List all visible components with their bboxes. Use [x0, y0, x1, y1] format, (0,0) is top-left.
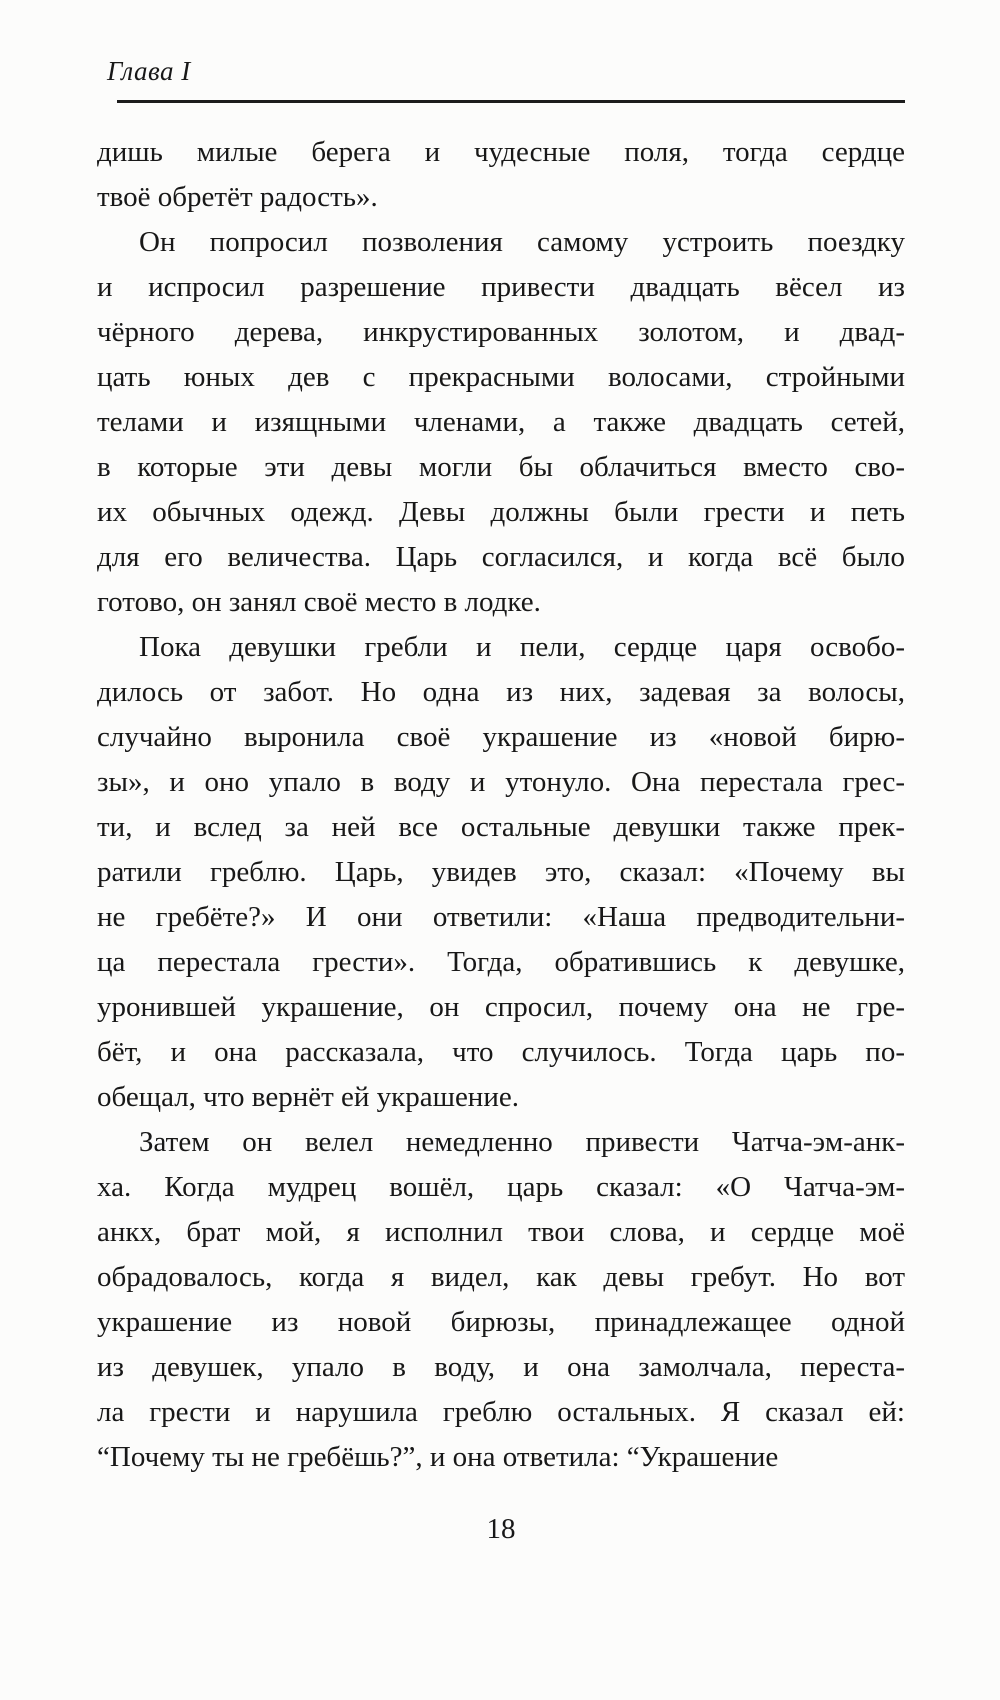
text-line: чёрного дерева, инкрустированных золотом, и двад- — [97, 316, 905, 348]
text-line: для его величества. Царь согласился, и когда всё было — [97, 541, 905, 573]
text-line: ха. Когда мудрец вошёл, царь сказал: «О Чатча-эм- — [97, 1171, 905, 1203]
text-line: случайно выронила своё украшение из «новой бирю- — [97, 721, 905, 753]
text-line: в которые эти девы могли бы облачиться вместо сво- — [97, 451, 905, 483]
paragraph — [97, 130, 905, 220]
text-line: украшение из новой бирюзы, принадлежащее одной — [97, 1306, 905, 1338]
text-line: дилось от забот. Но одна из них, задевая за волосы, — [97, 676, 905, 708]
text-line: и испросил разрешение привести двадцать вёсел из — [97, 271, 905, 303]
text-line: Он попросил позволения самому устроить поездку — [139, 226, 905, 258]
text-line: зы», и оно упало в воду и утонуло. Она перестала грес- — [97, 766, 905, 798]
header-rule — [117, 100, 905, 103]
page-text — [97, 130, 905, 1480]
paragraph — [97, 1120, 905, 1480]
text-line: обрадовалось, когда я видел, как девы гребут. Но вот — [97, 1261, 905, 1293]
paragraph — [97, 220, 905, 625]
text-line: ла грести и нарушила греблю остальных. Я сказал ей: — [97, 1396, 905, 1428]
text-line: из девушек, упало в воду, и она замолчала, переста- — [97, 1351, 905, 1383]
text-line: готово, он занял своё место в лодке. — [97, 586, 541, 618]
page-header — [97, 0, 905, 103]
text-line: Затем он велел немедленно привести Чатча-эм-анк- — [139, 1126, 905, 1158]
page-number: 18 — [486, 1513, 516, 1545]
page-footer — [97, 1507, 905, 1552]
text-line: обещал, что вернёт ей украшение. — [97, 1081, 519, 1113]
text-line: уронившей украшение, он спросил, почему она не гре- — [97, 991, 905, 1023]
text-line: Пока девушки гребли и пели, сердце царя освобо- — [139, 631, 905, 663]
text-line: не гребёте?» И они ответили: «Наша предводительни- — [97, 901, 905, 933]
text-line: ти, и вслед за ней все остальные девушки также прек- — [97, 811, 905, 843]
paragraph — [97, 625, 905, 1120]
text-line: их обычных одежд. Девы должны были грести и петь — [97, 496, 905, 528]
text-line: ратили греблю. Царь, увидев это, сказал: «Почему вы — [97, 856, 905, 888]
text-line: бёт, и она рассказала, что случилось. Тогда царь по- — [97, 1036, 905, 1068]
text-line: анкх, брат мой, я исполнил твои слова, и сердце моё — [97, 1216, 905, 1248]
text-line: “Почему ты не гребёшь?”, и она ответила: “Украшение — [97, 1441, 779, 1473]
text-line: телами и изящными членами, а также двадцать сетей, — [97, 406, 905, 438]
text-line: твоё обретёт радость». — [97, 181, 378, 213]
chapter-heading: Глава I — [107, 56, 191, 86]
text-line: ца перестала грести». Тогда, обратившись к девушке, — [97, 946, 905, 978]
text-line: цать юных дев с прекрасными волосами, стройными — [97, 361, 905, 393]
text-line: дишь милые берега и чудесные поля, тогда сердце — [97, 136, 905, 168]
